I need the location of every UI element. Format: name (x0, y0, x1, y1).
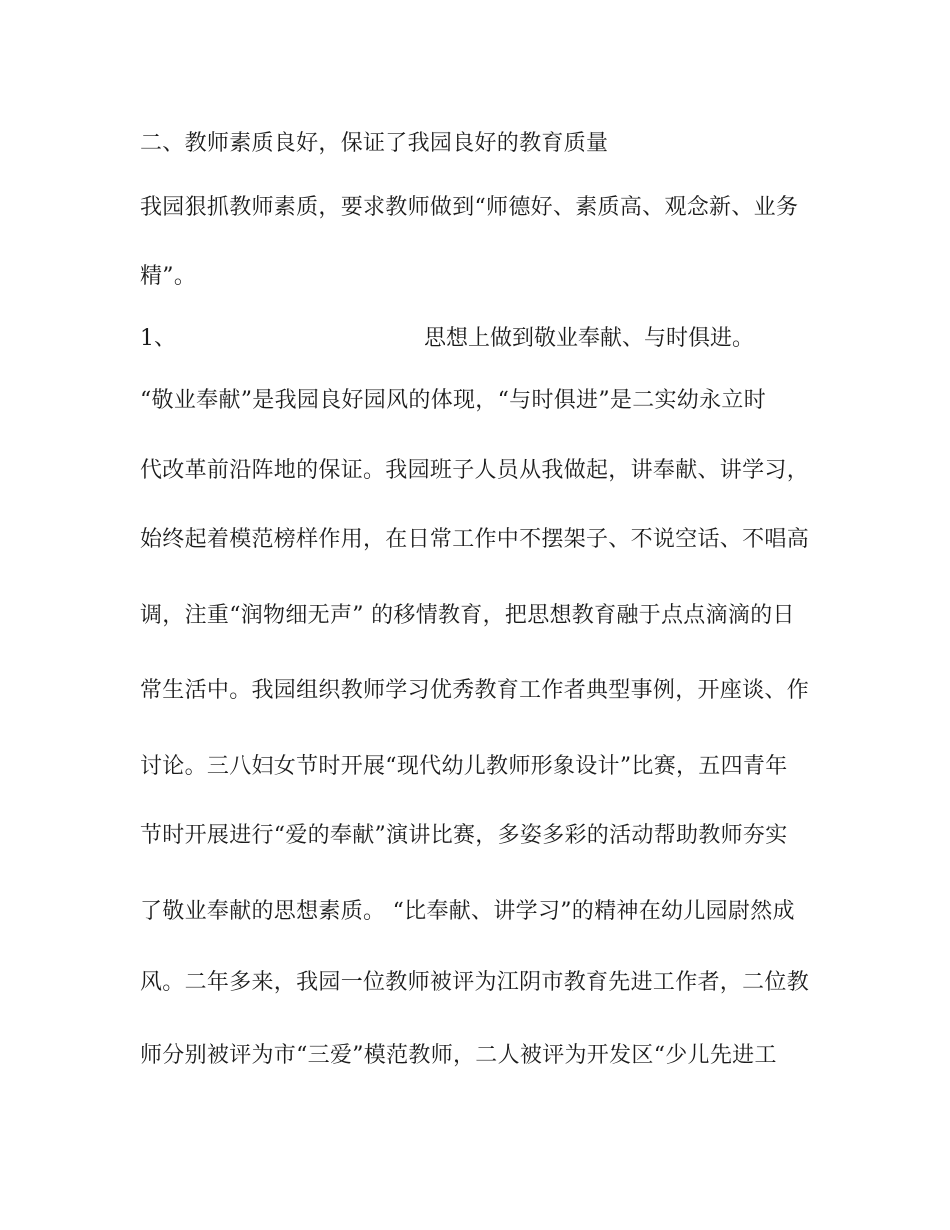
item-number: 1、 (140, 326, 176, 351)
body-line: 讨论。三八妇女节时开展“现代幼儿教师形象设计”比赛，五四青年 (140, 754, 788, 779)
intro-line: 精”。 (140, 264, 197, 289)
body-line: 风。二年多来，我园一位教师被评为江阴市教育先进工作者，二位教 (140, 970, 810, 995)
body-line: 师分别被评为市“三爱”模范教师，二人被评为开发区“少儿先进工 (140, 1043, 777, 1068)
body-line: 节时开展进行“爱的奉献”演讲比赛，多姿多彩的活动帮助教师夯实 (140, 823, 788, 848)
intro-line: 我园狠抓教师素质，要求教师做到“师德好、素质高、观念新、业务 (140, 195, 799, 220)
item-title: 思想上做到敬业奉献、与时俱进。 (424, 326, 755, 351)
section-heading: 二、教师素质良好，保证了我园良好的教育质量 (140, 131, 609, 156)
body-line: “敬业奉献”是我园良好园风的体现，“与时俱进”是二实幼永立时 (140, 388, 766, 413)
body-line: 调，注重“润物细无声” 的移情教育，把思想教育融于点点滴滴的日 (140, 603, 795, 628)
body-line: 代改革前沿阵地的保证。我园班子人员从我做起，讲奉献、讲学习， (140, 458, 810, 483)
body-line: 始终起着模范榜样作用，在日常工作中不摆架子、不说空话、不唱高 (140, 527, 810, 552)
body-line: 了敬业奉献的思想素质。 “比奉献、讲学习”的精神在幼儿园尉然成 (140, 899, 795, 924)
body-line: 常生活中。我园组织教师学习优秀教育工作者典型事例，开座谈、作 (140, 678, 810, 703)
